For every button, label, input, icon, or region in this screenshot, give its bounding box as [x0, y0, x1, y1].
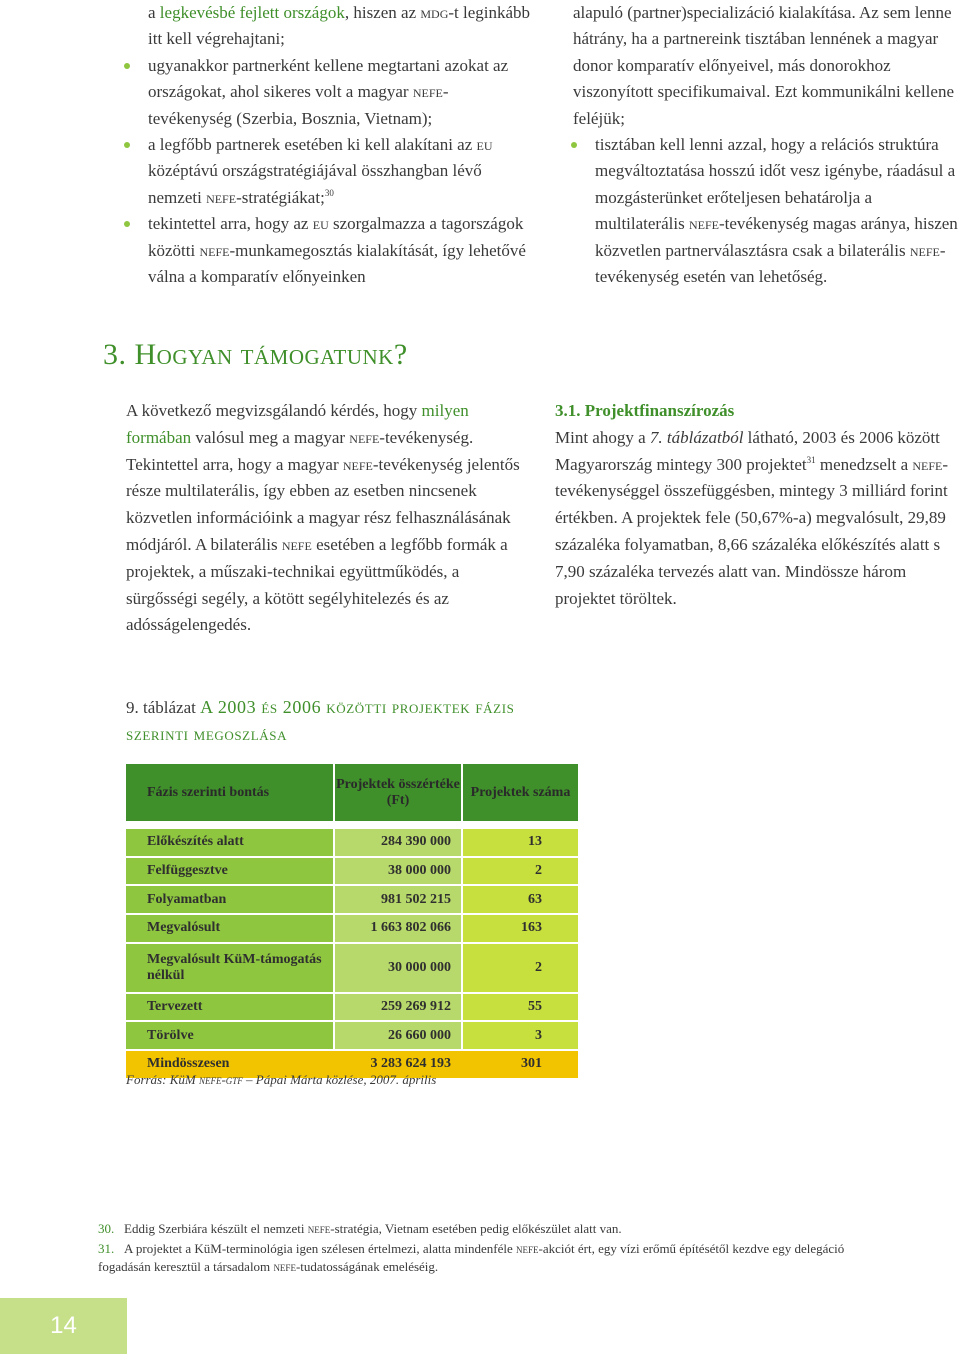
header-value: Projektek összértéke (Ft) [335, 764, 461, 821]
bullet-item: a legfőbb partnerek esetében ki kell alakítani az eu középtávú országstratégiájával összhangban lévő nemzeti nefe-stratégiákat;$^{30}$ [126, 132, 532, 211]
phase-cell: Megvalósult [126, 915, 333, 942]
phase-cell: Előkészítés alatt [126, 829, 333, 856]
value-cell: 3 283 624 193 [335, 1051, 461, 1078]
count-cell: 2 [463, 858, 578, 885]
bullet-item: tisztában kell lenni azzal, hogy a relációs struktúra megváltoztatása hosszú időt vesz igénybe, ráadásul a mozgásterünket erőteljesen behatárolja a multilaterális nefe-tevékenység magas aránya, hiszen közvetlen partnerválasztásra csak a bilaterális nefe-tevékenység esetén van lehetőség. [573, 132, 958, 290]
table-number: 9. táblázat [126, 698, 196, 717]
phase-cell: Tervezett [126, 994, 333, 1021]
phase-cell: Törölve [126, 1022, 333, 1049]
table-header-row [126, 764, 578, 821]
emphasis-text: milyen formában [126, 401, 469, 447]
count-cell: 63 [463, 886, 578, 913]
table-caption [126, 694, 546, 748]
table-reference: 7. táblázatból [649, 427, 744, 447]
value-cell: 38 000 000 [335, 858, 461, 885]
paragraph-continuation: alapuló (partner)specializáció kialakítása. Az sem lenne hátrány, ha a partnereink tisztában lennének a magyar donor komparatív előnyeivel, más donorokhoz viszonyított specifikumaival. Ezt kommunikálni kellene feléjük; [573, 3, 954, 128]
top-right-column [573, 0, 958, 290]
value-cell: 981 502 215 [335, 886, 461, 913]
header-count: Projektek száma [463, 764, 578, 821]
footnote-31: 31. A projektet a KüM-terminológia igen szélesen értelmezi, alatta mindenféle nefe-akciót ért, egy vízi erőmű építésétől kezdve egy delegáció fogadásán keresztül a társadalom nefe-tudatosságának emeléséig. [98, 1241, 845, 1274]
table-row [126, 994, 578, 1021]
page-number: 14 [0, 1298, 127, 1354]
paragraph-continuation: a legkevésbé fejlett országok, hiszen az mdg-t leginkább itt kell végrehajtani; [148, 3, 531, 49]
phase-cell: Megvalósult KüM-támogatás nélkül [126, 944, 333, 992]
project-phase-table [126, 764, 578, 1078]
table-row [126, 1022, 578, 1049]
emphasis-text: legkevésbé fejlett országok [159, 3, 345, 22]
table-source: Forrás: KüM nefe-gtf – Pápai Márta közlése, 2007. április [126, 1072, 437, 1087]
footnote-ref-30: 30 [324, 187, 334, 198]
bullet-item: tekintettel arra, hogy az eu szorgalmazza a tagországok közötti nefe-munkamegosztás kialakítását, így lehetővé válna a komparatív előnyeinken [126, 211, 532, 290]
bullet-item: ugyanakkor partnerként kellene megtartani azokat az országokat, ahol sikeres volt a magyar nefe-tevékenység (Szerbia, Bosznia, Vietnam); [126, 53, 532, 132]
phase-cell: Felfüggesztve [126, 858, 333, 885]
value-cell: 30 000 000 [335, 944, 461, 992]
table-row [126, 944, 578, 992]
table-row [126, 829, 578, 856]
phase-cell: Folyamatban [126, 886, 333, 913]
count-cell: 301 [463, 1051, 578, 1078]
value-cell: 284 390 000 [335, 829, 461, 856]
table-title: A 2003 és 2006 közötti projektek fázis szerinti megoszlása [126, 697, 515, 744]
count-cell: 13 [463, 829, 578, 856]
value-cell: 1 663 802 066 [335, 915, 461, 942]
count-cell: 3 [463, 1022, 578, 1049]
value-cell: 259 269 912 [335, 994, 461, 1021]
footnote-ref-31: 31 [806, 454, 816, 465]
section-heading: 3. Hogyan támogatunk? [103, 338, 408, 371]
intro-paragraph: A következő megvizsgálandó kérdés, hogy milyen formában valósul meg a magyar nefe-tevékenység. Tekintettel arra, hogy a magyar nefe-tevékenység jelentős része multilaterális, így ebben az esetben nincsenek közvetlen információink a magyar rész felhasználásának módjáról. A bilaterális nefe esetében a legfőbb formák a projektek, a műszaki-technikai együttműködés, a sürgősségi segély, a kötött segélyhitelezés és az adósságelengedés. [126, 401, 520, 635]
footnote-30: 30. Eddig Szerbiára készült el nemzeti nefe-stratégia, Vietnam esetében pedig előkészület alatt van. [98, 1221, 622, 1236]
table-row [126, 858, 578, 885]
value-cell: 26 660 000 [335, 1022, 461, 1049]
table-row [126, 915, 578, 942]
subsection-project-financing: 3.1. Projektfinanszírozás Mint ahogy a 7. táblázatból látható, 2003 és 2006 között Magyarország mintegy 300 projektet$^{31}$ menedzselt a nefe-tevékenységgel összefüggésben, mintegy 3 milliárd forint értékben. A projektek fele (50,67%-a) megvalósult, 29,89 százaléka folyamatban, 8,66 százaléka előkészítés alatt s 7,90 százaléka tervezés alatt van. Mindössze három projektet töröltek. [555, 398, 957, 612]
top-left-column [126, 0, 532, 290]
count-cell: 163 [463, 915, 578, 942]
table-row [126, 886, 578, 913]
count-cell: 2 [463, 944, 578, 992]
header-phase: Fázis szerinti bontás [126, 764, 333, 821]
phase-cell: Mindösszesen [126, 1051, 333, 1078]
count-cell: 55 [463, 994, 578, 1021]
subsection-heading: 3.1. Projektfinanszírozás [555, 401, 735, 420]
